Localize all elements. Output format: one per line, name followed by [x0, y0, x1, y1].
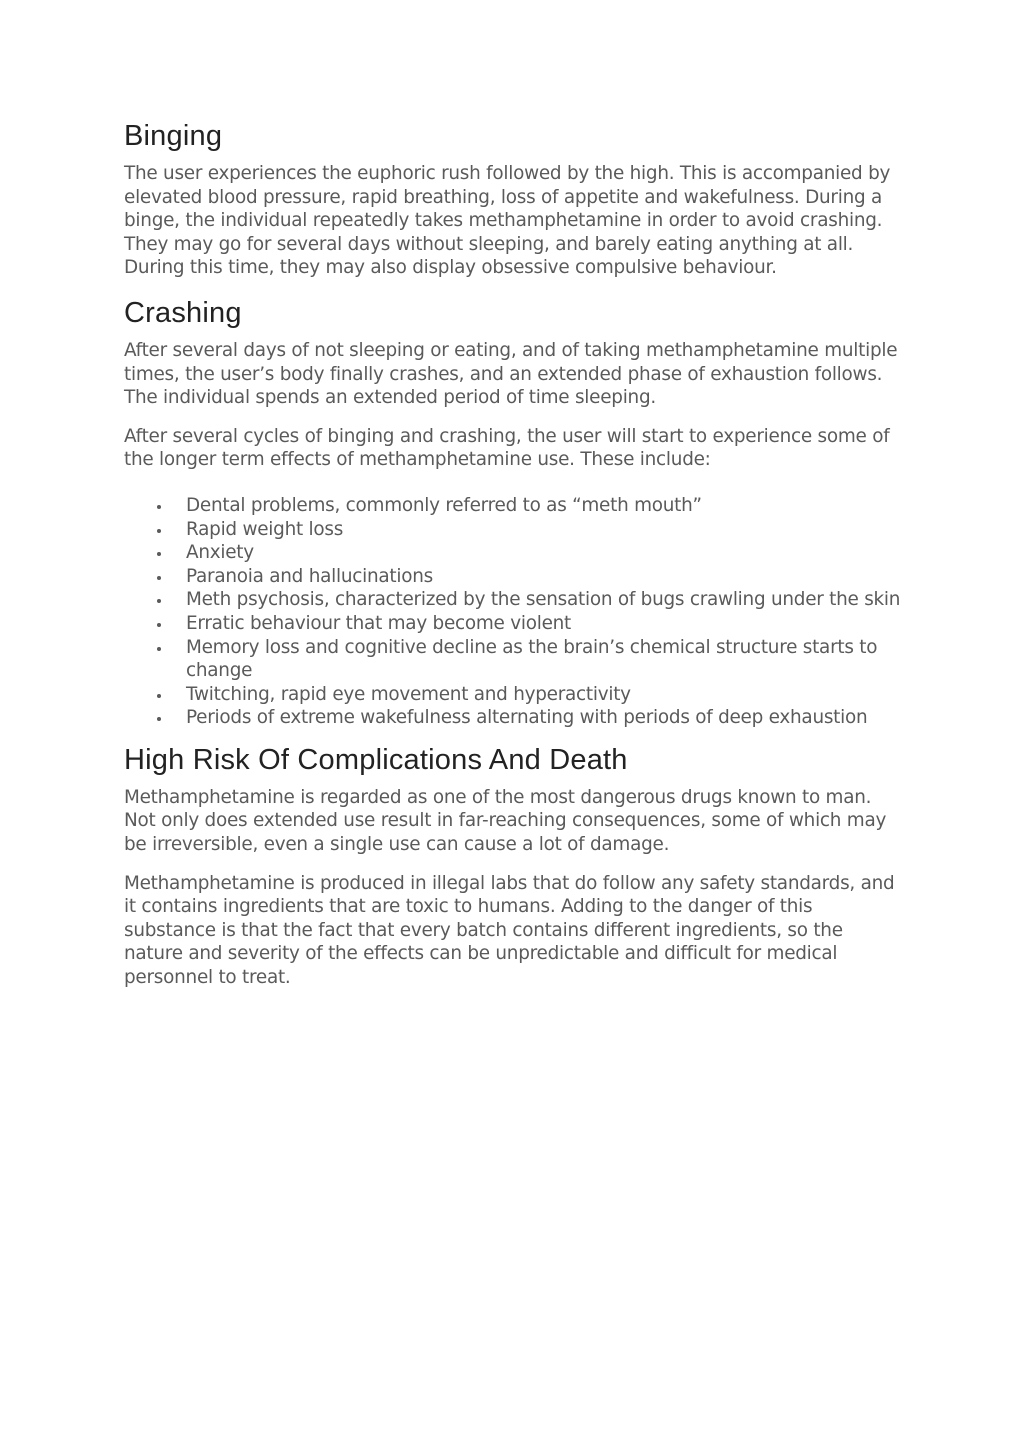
- list-item: Anxiety: [124, 541, 904, 565]
- section-crashing: [124, 295, 904, 730]
- paragraph-risk-1: Methamphetamine is regarded as one of the most dangerous drugs known to man. Not only does extended use result in far-reaching consequences, some of which may be irreversible, even a single use can cause a lot of damage.: [124, 786, 887, 856]
- list-item: Dental problems, commonly referred to as “meth mouth”: [124, 494, 904, 518]
- paragraph-crashing-1: After several days of not sleeping or eating, and of taking methamphetamine multiple times, the user’s body finally crashes, and an extended phase of exhaustion follows. The individual spends an extended period of time sleeping.: [124, 339, 898, 409]
- effects-list: [124, 494, 904, 730]
- paragraph-binging: The user experiences the euphoric rush followed by the high. This is accompanied by elevated blood pressure, rapid breathing, loss of appetite and wakefulness. During a binge, the individual repeatedly takes methamphetamine in order to avoid crashing. They may go for several days without sleeping, and barely eating anything at all. During this time, they may also display obsessive compulsive behaviour.: [124, 163, 891, 279]
- section-risk: [124, 742, 904, 990]
- document-page: [124, 118, 904, 1005]
- paragraph-crashing-2: After several cycles of binging and crashing, the user will start to experience some of the longer term effects of methamphetamine use. These include:: [124, 425, 890, 471]
- heading-risk: High Risk Of Complications And Death: [124, 743, 628, 776]
- list-item: Paranoia and hallucinations: [124, 565, 904, 589]
- heading-binging: Binging: [124, 120, 223, 152]
- section-binging: [124, 118, 904, 280]
- list-item: Twitching, rapid eye movement and hyperactivity: [124, 683, 904, 707]
- list-item: Memory loss and cognitive decline as the brain’s chemical structure starts to change: [124, 636, 904, 683]
- list-item: Meth psychosis, characterized by the sensation of bugs crawling under the skin: [124, 588, 904, 612]
- list-item: Rapid weight loss: [124, 518, 904, 542]
- paragraph-risk-2: Methamphetamine is produced in illegal labs that do follow any safety standards, and it contains ingredients that are toxic to humans. Adding to the danger of this substance is that the fact that every batch contains different ingredients, so the nature and severity of the effects can be unpredictable and difficult for medical personnel to treat.: [124, 872, 895, 989]
- list-item: Erratic behaviour that may become violent: [124, 612, 904, 636]
- heading-crashing: Crashing: [124, 296, 242, 329]
- list-item: Periods of extreme wakefulness alternating with periods of deep exhaustion: [124, 706, 904, 730]
